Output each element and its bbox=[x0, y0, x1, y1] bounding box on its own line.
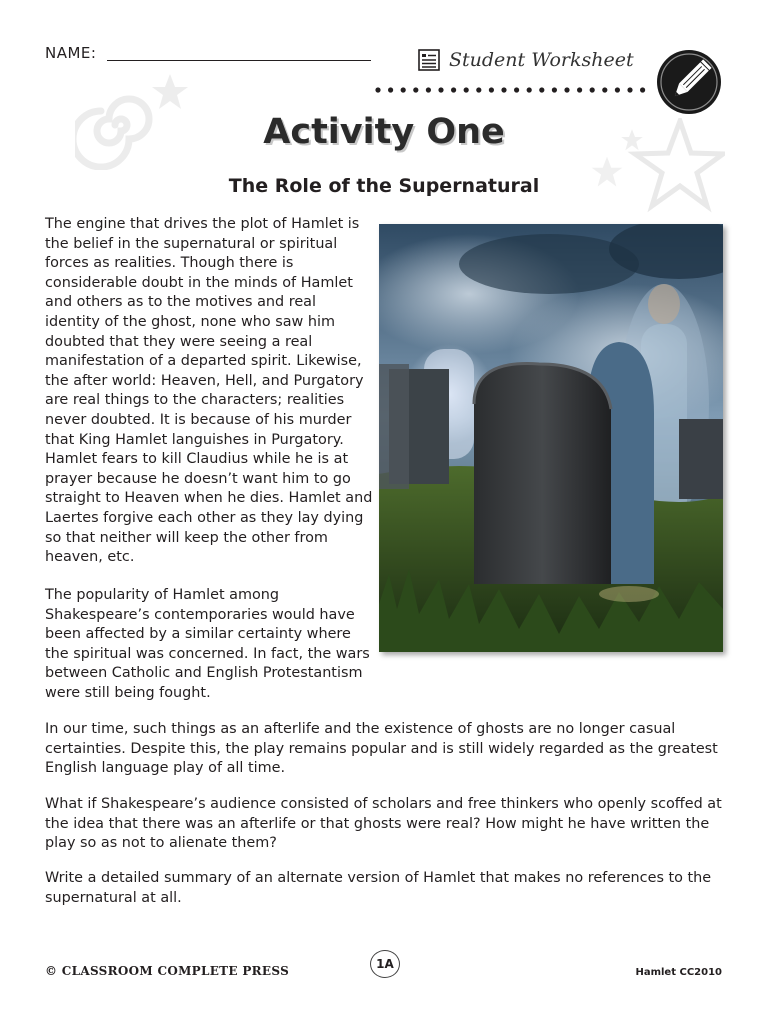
paragraph-4: What if Shakespeare’s audience consisted of scholars and free thinkers who openly scoffed at the idea that there was an afterlife or that ghosts were real? How might he have written the play so as not to alienate them? bbox=[45, 796, 722, 852]
divider-dot bbox=[401, 87, 406, 92]
publisher-text: © CLASSROOM COMPLETE PRESS bbox=[45, 964, 290, 978]
divider-dot bbox=[615, 87, 620, 92]
divider-dot bbox=[552, 87, 557, 92]
dotted-divider bbox=[375, 87, 655, 93]
divider-dot bbox=[514, 87, 519, 92]
divider-dot bbox=[590, 87, 595, 92]
footer-book-code: Hamlet CC2010 bbox=[635, 967, 722, 978]
divider-dot bbox=[451, 87, 456, 92]
divider-dot bbox=[388, 87, 393, 92]
paragraph-3: In our time, such things as an afterlife and the existence of ghosts are no longer casual certainties. Despite this, the play remains popular and is still widely regarded as the greatest English language play of all time. bbox=[45, 721, 718, 777]
paragraph-5: Write a detailed summary of an alternate version of Hamlet that makes no references to the supernatural at all. bbox=[45, 870, 712, 906]
divider-dot bbox=[640, 87, 645, 92]
divider-dot bbox=[438, 87, 443, 92]
worksheet-header bbox=[417, 47, 634, 73]
document-icon bbox=[417, 47, 443, 73]
divider-dot bbox=[602, 87, 607, 92]
paragraph-1: The engine that drives the plot of Hamlet is the belief in the supernatural or spiritual forces as realities. Though there is considerable doubt in the minds of Hamlet and others as to the motives and real identity of the ghost, none who saw him doubted that they were seeing a real manifestation of a departed spirit. Likewise, the after world: Heaven, Hell, and Purgatory are real things to the characters; realities never doubted. It is because of his murder that King Hamlet languishes in Purgatory. Hamlet fears to kill Claudius while he is at prayer because he doesn’t want him to go straight to Heaven when he dies. Hamlet and Laertes forgive each other as they lay dying so that neither will keep the other from heaven, etc. bbox=[45, 216, 373, 566]
divider-dot bbox=[539, 87, 544, 92]
worksheet-label-text: Student Worksheet bbox=[449, 49, 634, 71]
divider-dot bbox=[476, 87, 481, 92]
divider-dot bbox=[501, 87, 506, 92]
pencil-icon bbox=[655, 48, 723, 116]
star-decoration bbox=[150, 72, 190, 112]
divider-dot bbox=[564, 87, 569, 92]
name-field[interactable] bbox=[107, 60, 371, 61]
divider-dot bbox=[489, 87, 494, 92]
divider-dot bbox=[413, 87, 418, 92]
activity-title: Activity One bbox=[263, 112, 505, 152]
page-number: 1A bbox=[370, 950, 400, 978]
graveyard-ghost-image bbox=[379, 224, 723, 652]
divider-dot bbox=[375, 87, 380, 92]
paragraph-2: The popularity of Hamlet among Shakespeare’s contemporaries would have been affected by a similar certainty where the spiritual was concerned. In fact, the wars between Catholic and English Protestantism were still being fought. bbox=[45, 587, 370, 701]
divider-dot bbox=[426, 87, 431, 92]
section-title: The Role of the Supernatural bbox=[228, 175, 540, 197]
divider-dot bbox=[577, 87, 582, 92]
name-label: NAME: bbox=[45, 44, 97, 62]
publisher-credit bbox=[45, 964, 289, 978]
divider-dot bbox=[627, 87, 632, 92]
divider-dot bbox=[464, 87, 469, 92]
divider-dot bbox=[527, 87, 532, 92]
